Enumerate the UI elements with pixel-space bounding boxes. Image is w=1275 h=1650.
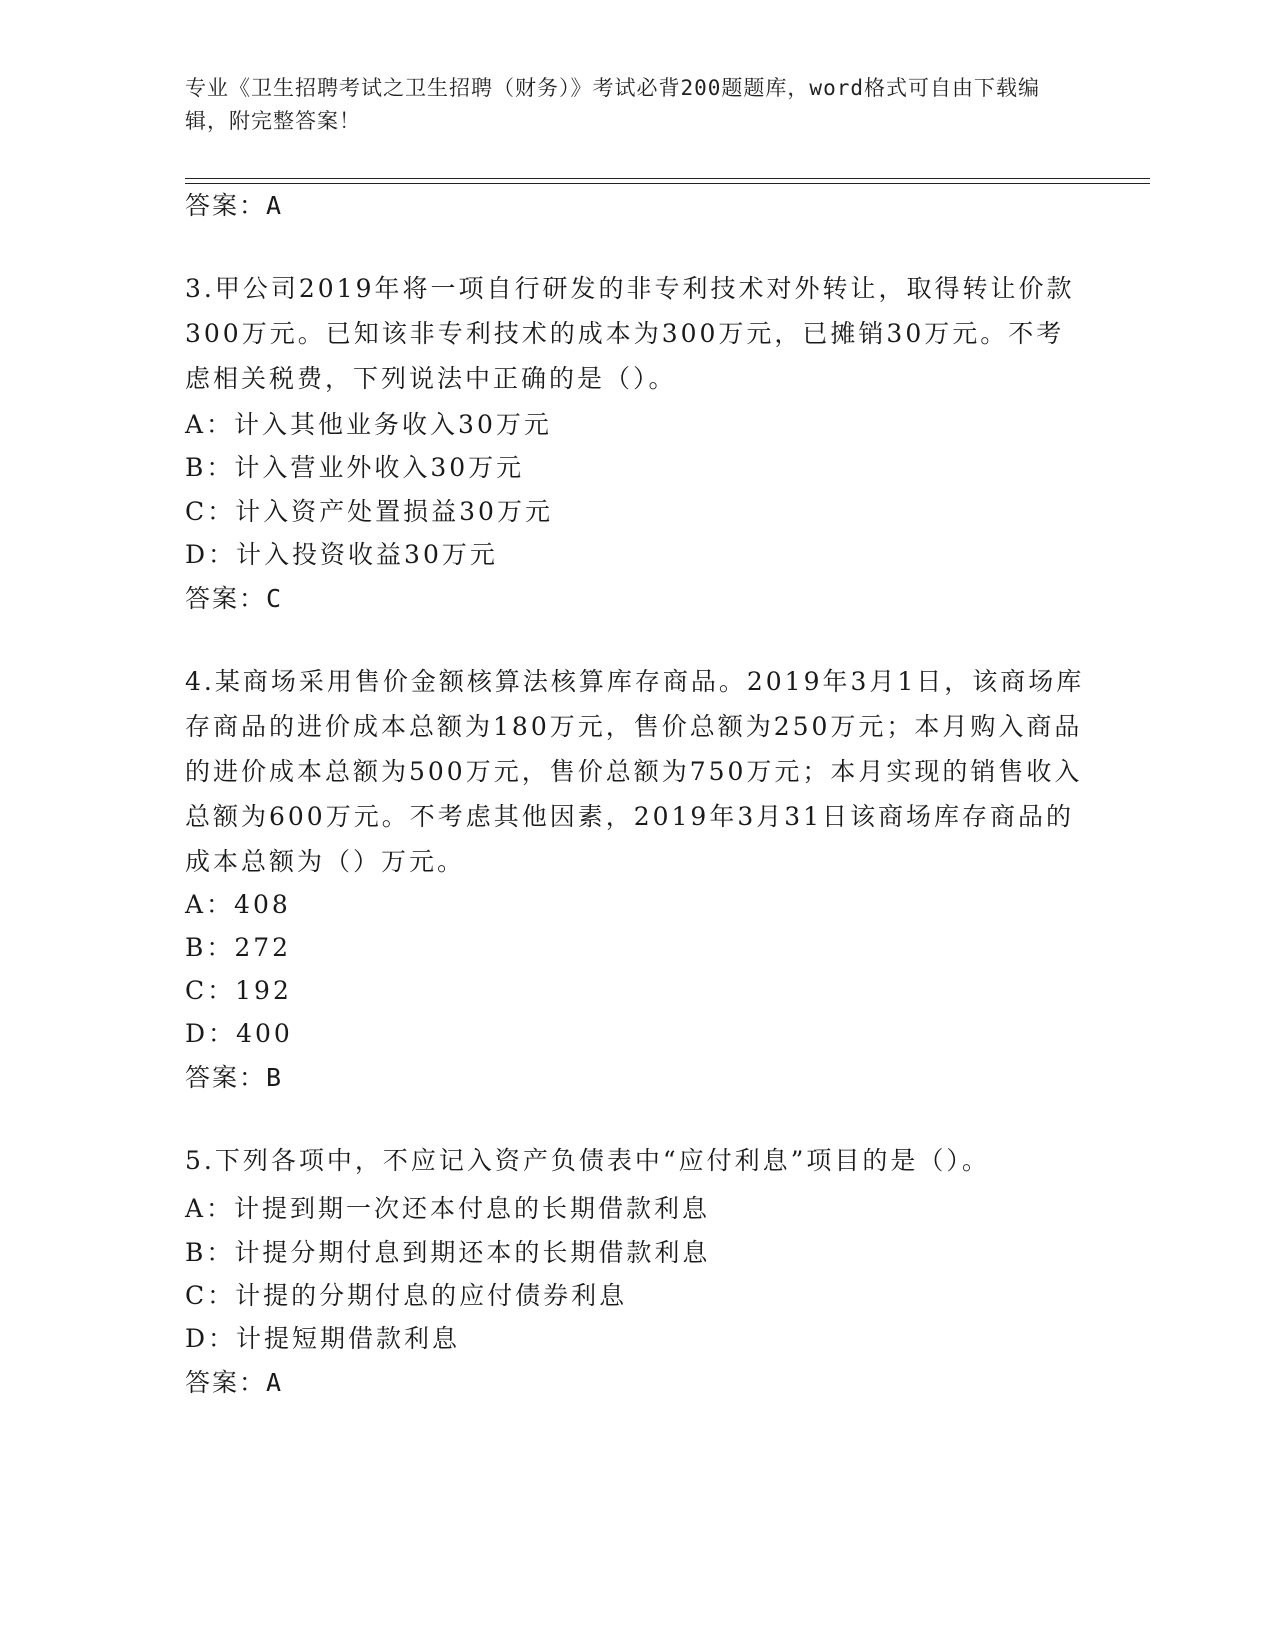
question-4-option-c: C：192 — [185, 976, 292, 1005]
question-3-option-d: D：计入投资收益30万元 — [185, 540, 498, 569]
question-4-text: 4.某商场采用售价金额核算法核算库存商品。2019年3月1日，该商场库存商品的进价成本总额为180万元，售价总额为250万元；本月购入商品的进价成本总额为500万元，售价总额为750万元；本月实现的销售收入总额为600万元。不考虑其他因素，2019年3月31日该商场库存商品的成本总额为（）万元。 — [185, 667, 1085, 876]
question-5-option-c: C：计提的分期付息的应付债券利息 — [185, 1281, 628, 1310]
question-3-answer: 答案：C — [185, 584, 284, 613]
question-4-option-b: B：272 — [185, 933, 292, 962]
question-5-answer: 答案：A — [185, 1368, 284, 1397]
header-rule-bottom — [185, 183, 1150, 184]
header-rule-top — [185, 178, 1150, 179]
question-4-option-d: D：400 — [185, 1019, 293, 1048]
question-5-option-a: A：计提到期一次还本付息的长期借款利息 — [185, 1194, 711, 1223]
question-3-option-a: A：计入其他业务收入30万元 — [185, 410, 552, 439]
question-5-text: 5.下列各项中，不应记入资产负债表中“应付利息”项目的是（）。 — [185, 1146, 990, 1175]
document-header: 专业《卫生招聘考试之卫生招聘（财务）》考试必背200题题库，word格式可自由下载编辑，附完整答案！ — [185, 76, 1040, 133]
question-5-option-b: B：计提分期付息到期还本的长期借款利息 — [185, 1238, 711, 1267]
question-4-option-a: A：408 — [185, 890, 291, 919]
question-3-option-b: B：计入营业外收入30万元 — [185, 453, 525, 482]
question-4-answer: 答案：B — [185, 1063, 284, 1092]
question-3-text: 3.甲公司2019年将一项自行研发的非专利技术对外转让，取得转让价款300万元。已知该非专利技术的成本为300万元，已摊销30万元。不考虑相关税费，下列说法中正确的是（）。 — [185, 274, 1075, 393]
question-5-option-d: D：计提短期借款利息 — [185, 1324, 461, 1353]
answer-previous: 答案：A — [185, 191, 284, 220]
question-3-option-c: C：计入资产处置损益30万元 — [185, 497, 553, 526]
